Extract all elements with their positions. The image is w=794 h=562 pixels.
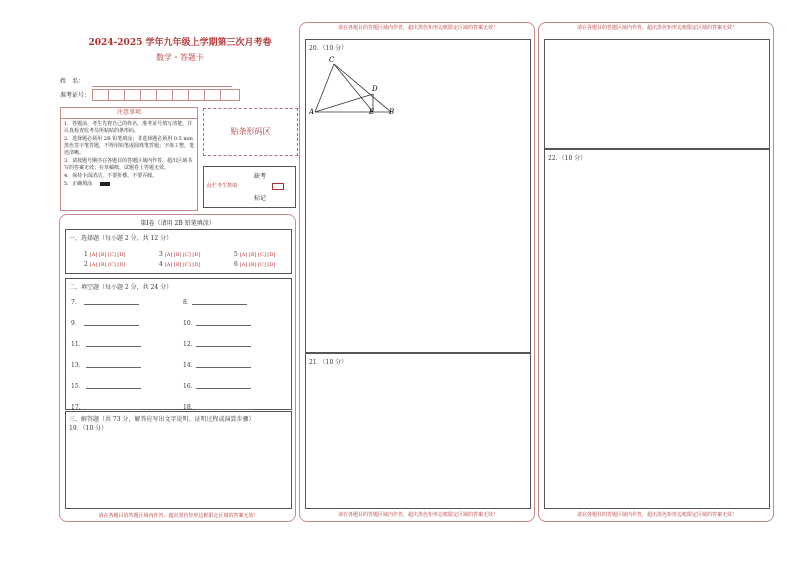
fill-number: 18． [183,404,197,411]
figure-point-e: E [369,108,375,114]
fill-answer-line[interactable] [86,388,141,389]
warning-text: 请在各题目的答题区域内作答，超出黑色矩形边框限定区域的答案无效！ [576,512,737,518]
fill-number: 10． [183,320,197,327]
warning-text: 请在各题目的答题区域内作答，超出黑色矩形边框限定区域的答案无效！ [98,513,259,519]
absent-box [203,166,296,208]
triangle-figure [309,52,399,114]
fill-number: 15． [71,383,85,390]
figure-line-ca [315,64,334,112]
solve-title: 三、解答题（共 73 分，解答应写出文字说明、证明过程或演算步骤） [69,416,255,423]
fill-answer-line[interactable] [86,346,141,347]
fill-number: 13． [71,362,85,369]
exam-id-boxes[interactable] [92,89,242,101]
choice-number: 4 [159,261,163,268]
barcode-label: 贴条形码区 [230,127,271,136]
figure-line-ad [315,94,373,112]
choice-options[interactable]: [A] [B] [C] [D] [164,252,201,258]
name-field[interactable] [92,86,232,87]
fill-answer-line[interactable] [84,325,139,326]
choice-options[interactable]: [A] [B] [C] [D] [239,252,276,258]
fill-example-mark [100,182,110,186]
solve-section[interactable] [65,411,292,509]
question-19-label: 19．（10 分） [69,425,108,432]
middle-answer-panel [299,22,535,522]
question-21-continued-area[interactable] [544,39,770,149]
right-answer-panel [538,22,774,522]
fill-answer-line[interactable] [196,388,251,389]
choice-options[interactable]: [A] [B] [C] [D] [89,262,126,268]
notice-item: 1．答题前，考生先将自己的姓名，准考证号填写清楚，并认真检查监考员所粘贴的条形码。 [64,121,193,134]
choice-options[interactable]: [A] [B] [C] [D] [164,262,201,268]
notice-box [60,107,198,211]
figure-point-b: B [389,108,395,114]
exam-id-label: 准考证号： [60,92,91,99]
fill-answer-line[interactable] [84,304,139,305]
exam-title: 2024-2025 学年九年级上学期第三次月考卷 [88,38,272,48]
fill-number: 16． [183,383,197,390]
figure-point-a: A [309,108,315,114]
choice-section [65,229,292,274]
absent-mark-label-top: 缺考 [254,173,267,180]
choice-number: 5 [234,251,238,258]
figure-line-cb [334,64,391,112]
exam-subtitle: 数学・答题卡 [156,53,204,62]
figure-point-d: D [372,85,378,93]
absent-mark-label-bottom: 标记 [254,195,267,202]
fill-section [65,278,292,410]
notice-item: 4．保持卡面清洁，不要折叠、不要弄破。 [64,173,158,179]
notice-title: 注意事项 [61,108,197,119]
fill-number: 14． [183,362,197,369]
warning-text: 请在各题目的答题区域内作答，超出黑色矩形边框限定区域的答案无效！ [337,512,498,518]
choice-number: 3 [159,251,163,258]
fill-answer-line[interactable] [86,367,141,368]
choice-number: 6 [234,261,238,268]
figure-line-ce [334,64,373,112]
fill-title: 二、填空题（每小题 2 分，共 24 分） [69,284,173,291]
choice-options[interactable]: [A] [B] [C] [D] [239,262,276,268]
choice-title: 一、选择题（每小题 2 分，共 12 分） [69,235,173,242]
choice-number: 1 [84,251,88,258]
name-label: 姓 名： [60,78,85,85]
fill-number: 9． [71,320,81,327]
notice-item: 2．选择题必须用 2B 铅笔填涂；非选择题必须用 0.5 mm 黑色签字笔答题，不得用铅笔或圆珠笔答题；字体工整，笔迹清晰。 [64,136,195,156]
question-20-area[interactable] [305,39,531,353]
question-21-label: 21．（10 分） [309,359,348,366]
figure-point-c: C [329,56,335,64]
question-22-area[interactable] [544,149,770,509]
fill-answer-line[interactable] [196,409,251,410]
notice-item: 3．请按题号顺序在各题目的答题区域内作答，超出区域书写的答案无效；在草稿纸、试题卷上答题无效。 [64,158,193,171]
fill-number: 12． [183,341,197,348]
fill-number: 17． [71,404,85,411]
absent-checkbox[interactable] [272,183,284,190]
left-answer-panel [59,214,296,522]
fill-answer-line[interactable] [86,409,141,410]
question-22-label: 22．（10 分） [548,155,587,162]
question-20-label: 20．（10 分） [309,45,348,52]
choice-options[interactable]: [A] [B] [C] [D] [89,252,126,258]
question-21-area[interactable] [305,353,531,509]
choice-number: 2 [84,261,88,268]
fill-number: 8． [183,299,193,306]
volume-title: 第Ⅰ卷（请用 2B 铅笔填涂） [140,220,215,227]
fill-number: 11． [71,341,85,348]
absent-note: 此栏考生禁填 [207,183,238,189]
fill-answer-line[interactable] [196,325,251,326]
fill-answer-line[interactable] [196,367,251,368]
fill-number: 7． [71,299,81,306]
fill-answer-line[interactable] [196,346,251,347]
barcode-area [203,108,298,156]
warning-text: 请在各题目的答题区域内作答，超出黑色矩形边框限定区域的答案无效！ [576,25,737,31]
warning-text: 请在各题目的答题区域内作答，超出黑色矩形边框限定区域的答案无效！ [337,25,498,31]
fill-answer-line[interactable] [192,304,247,305]
fill-example-label: 5．正确填涂 [64,181,93,187]
